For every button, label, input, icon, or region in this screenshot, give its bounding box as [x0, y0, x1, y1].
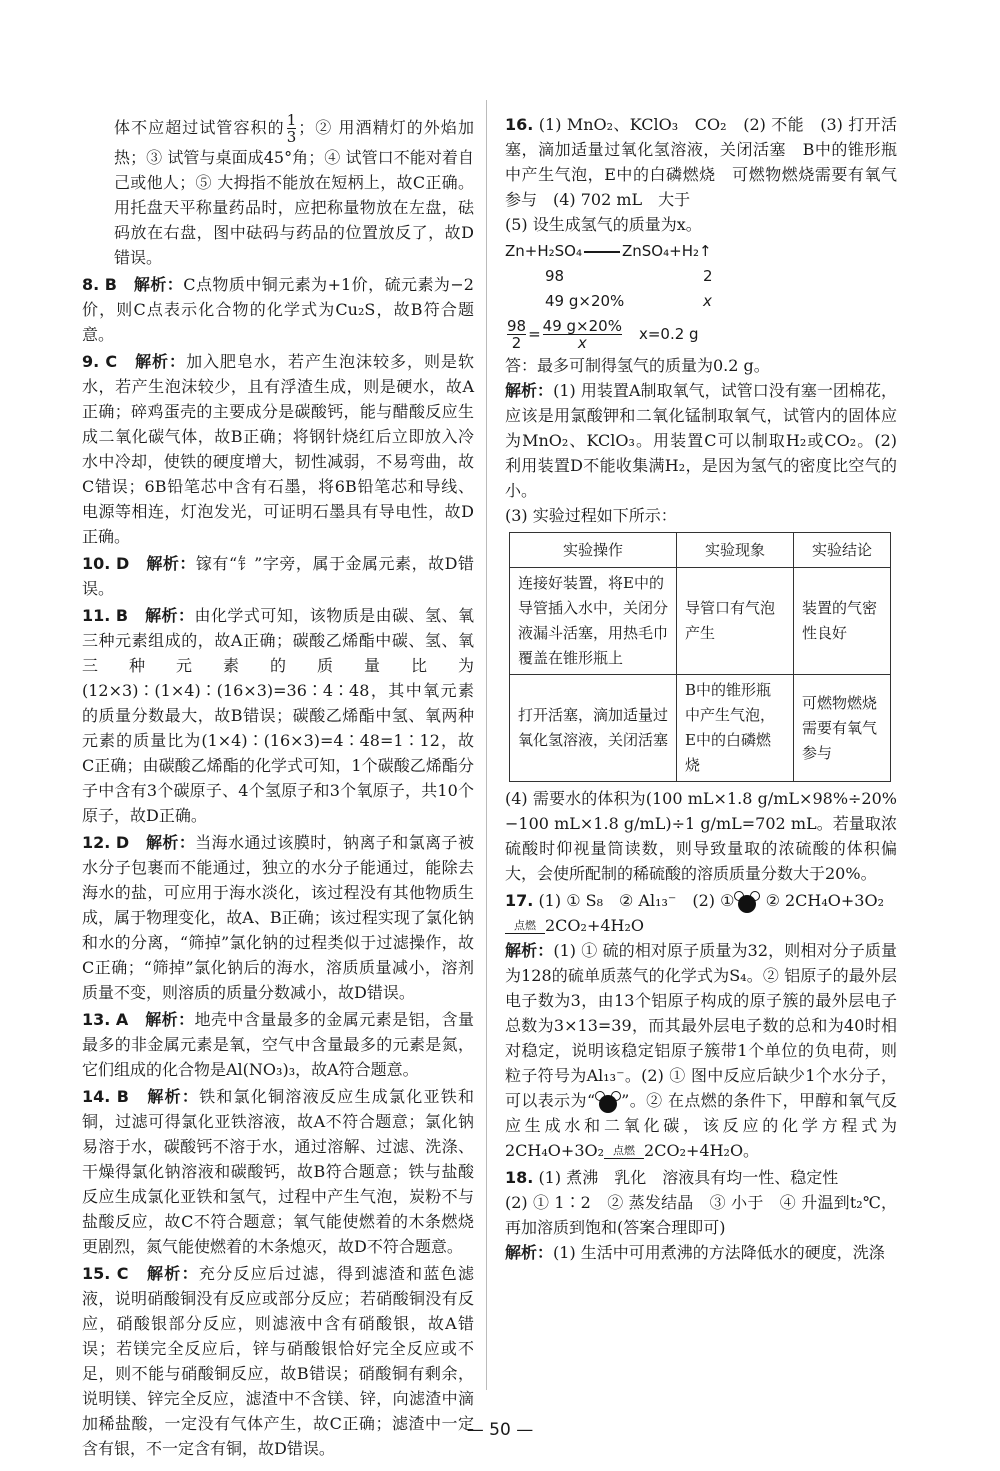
q7-text-a: 体不应超过试管容积的: [114, 118, 285, 137]
analysis-text: (1) ① 硫的相对原子质量为32，则相对分子质量为128的硫单质蒸气的化学式为S₄。② 铝原子的最外层电子数为3，由13个铝原子构成的原子簇的最外层电子总数为3×13=39，而其最外层电子数的总和为40时相对稳定，说明该稳定铝原子簇带1个单位的负电荷，则粒子符号为Al₁₃⁻。(2) ① 图中反应后缺少1个水分子，可以表示为“: [505, 941, 897, 1110]
question-number: 9.: [82, 352, 100, 371]
equation-row-1: [505, 264, 897, 289]
table-header: 实验现象: [677, 533, 794, 568]
analysis-text: (1) 用装置A制取氧气，试管口没有塞一团棉花，应该是用氯酸钾和二氧化锰制取氧气，试管内的固体应为MnO₂、KClO₃。用装置C可以制取H₂或CO₂。(2) 利用装置D不能收集满H₂，是因为氢气的密度比空气的小。: [505, 381, 897, 500]
fraction-denominator: 3: [286, 128, 297, 146]
mass-h2so4: 49 g×20%: [545, 292, 625, 310]
answer-letter: A: [115, 1010, 129, 1029]
analysis-text: 铁和氯化铜溶液反应生成氯化亚铁和铜，过滤可得氯化亚铁溶液，故A不符合题意；氯化钠易溶于水，碳酸钙不溶于水，通过溶解、过滤、洗涤、干燥得氯化钠溶液和碳酸钙，故B符合题意；铁与盐酸反应生成氯化亚铁和氢气，过程中产生气泡，炭粉不与盐酸反应，故C不符合题意；氧气能使燃着的木条燃烧更剧烈，氮气能使燃着的木条熄灭，故D不符合题意。: [82, 1087, 474, 1256]
analysis-text: 地壳中含量最多的金属元素是铝，含量最多的非金属元素是氧，空气中含量最多的元素是氮，它们组成的化合物是Al(NO₃)₃，故A符合题意。: [82, 1010, 474, 1079]
q16-analysis: [505, 378, 897, 503]
condition-label: 点燃: [613, 1143, 636, 1157]
fraction-one-third: [287, 112, 297, 145]
question-number: 17.: [505, 891, 534, 910]
reaction-condition: [604, 1145, 644, 1159]
question-8: [82, 272, 474, 347]
result: x=0.2 g: [638, 325, 699, 343]
equation-row-2: [505, 289, 897, 314]
answer-letter: B: [104, 275, 117, 294]
table-row: [510, 675, 891, 782]
column-divider: [486, 100, 487, 1390]
fraction-numerator: 49 g×20%: [542, 317, 622, 335]
answer-letter: C: [116, 1264, 129, 1283]
answer-text: ② 2CH₄O+3O₂: [765, 891, 885, 910]
water-molecule-icon: [595, 1091, 621, 1113]
analysis-label: 解析：: [147, 1087, 200, 1106]
question-number: 16.: [505, 115, 534, 134]
fraction-numerator: 98: [507, 317, 527, 335]
question-18: [505, 1165, 897, 1190]
condition-label: 点燃: [514, 918, 536, 932]
question-number: 10.: [82, 554, 111, 573]
answer-text: (5) 设生成氢气的质量为x。: [505, 215, 702, 234]
question-number: 18.: [505, 1168, 534, 1187]
question-number: 14.: [82, 1087, 111, 1106]
reaction-condition: [505, 920, 545, 934]
question-17: [505, 888, 897, 938]
table-header-row: [510, 533, 891, 568]
analysis-label: 解析：: [505, 1243, 554, 1262]
analysis-text: 由化学式可知，该物质是由碳、氢、氧三种元素组成的，故A正确；碳酸乙烯酯中碳、氢、氧三种元素的质量比为(12×3)∶(1×4)∶(16×3)=36∶4∶48，其中氧元素的质量分数最大，故B错误；碳酸乙烯酯中氢、氧两种元素的质量比为(1×4)∶(16×3)=4∶48=1∶12，故C正确；由碳酸乙烯酯的化学式可知，1个碳酸乙烯酯分子中含有3个碳原子、4个氢原子和3个氧原子，共10个原子，故D正确。: [82, 606, 474, 825]
left-column: [82, 112, 474, 1461]
answer-text: 答：最多可制得氢气的质量为0.2 g。: [505, 356, 770, 375]
answer-letter: B: [115, 606, 129, 625]
analysis-text: (1) 生活中可用煮沸的方法降低水的硬度，洗涤: [553, 1243, 885, 1262]
table-cell: 导管口有气泡产生: [677, 568, 794, 675]
q7-text-b: ；② 用酒精灯的外焰加热；: [114, 118, 474, 167]
q16-part4: [505, 786, 897, 886]
q7-text-c: ③ 试管与桌面成45°角；④ 试管口不能对着自己或他人；⑤ 大拇指不能放在短柄上，故C正确。用托盘天平称量药品时，应把称量物放在左盘，砝码放在右盘，图中砝码与药品的位置放反了，故D错误。: [114, 148, 474, 267]
answer-line: [505, 353, 897, 378]
question-12: [82, 830, 474, 1005]
right-column: [505, 112, 897, 1265]
table-row: [510, 568, 891, 675]
analysis-label: 解析：: [147, 1264, 199, 1283]
chemical-equation: [505, 239, 897, 264]
question-number: 13.: [82, 1010, 111, 1029]
q17-analysis: [505, 938, 897, 1163]
q16-part5: [505, 212, 897, 237]
analysis-label: 解析：: [135, 352, 187, 371]
table-header: 实验结论: [794, 533, 891, 568]
fraction-left: [507, 318, 526, 351]
question-number: 11.: [82, 606, 111, 625]
molar-mass-h2: 2: [703, 267, 713, 285]
analysis-text: (3) 实验过程如下所示：: [505, 506, 677, 525]
fraction-denominator: 2: [507, 334, 526, 351]
answer-text: (2) ① 1∶2 ② 蒸发结晶 ③ 小于 ④ 升温到t₂℃，再加溶质到饱和(答案合理即可): [505, 1193, 897, 1237]
question-9: [82, 349, 474, 549]
analysis-text: 加入肥皂水，若产生泡沫较多，则是软水，若产生泡沫较少，且有浮渣生成，则是硬水，故A正确；碎鸡蛋壳的主要成分是碳酸钙，能与醋酸反应生成二氧化碳气体，故B正确；将钢针烧红后立即放入冷水中冷却，使铁的硬度增大，韧性减弱，不易弯曲，故C错误；6B铅笔芯中含有石墨，将6B铅笔芯和导线、电源等相连，灯泡发光，可证明石墨具有导电性，故D正确。: [82, 352, 474, 546]
equation-rhs: ZnSO₄+H₂↑: [622, 242, 712, 260]
answer-letter: B: [116, 1087, 129, 1106]
page-number: — 50 —: [466, 1420, 534, 1440]
q18-part2: [505, 1190, 897, 1240]
analysis-label: 解析：: [145, 833, 196, 852]
equation-lhs: Zn+H₂SO₄: [505, 242, 582, 260]
question-number: 12.: [82, 833, 111, 852]
table-cell: 装置的气密性良好: [794, 568, 891, 675]
table-cell: 连接好装置，将E中的导管插入水中，关闭分液漏斗活塞，用热毛巾覆盖在锥形瓶上: [510, 568, 677, 675]
fraction-right: [543, 318, 622, 351]
question-10: [82, 551, 474, 601]
analysis-text: ”。② 在点燃的条件下，甲醇和氧气反应生成水和二氧化碳，该反应的化学方程式为2CH₄O+3O₂: [505, 1091, 897, 1160]
answer-letter: D: [115, 554, 130, 573]
q18-analysis: [505, 1240, 897, 1265]
analysis-text: 充分反应后过滤，得到滤渣和蓝色滤液，说明硝酸铜没有反应或部分反应；若硝酸铜没有反应，硝酸银部分反应，则滤液中含有硝酸银，故A错误；若镁完全反应后，锌与硝酸银恰好完全反应或不足，则不能与硝酸铜反应，故B错误；硝酸铜有剩余，说明镁、锌完全反应，滤渣中不含镁、锌，向滤渣中滴加稀盐酸，一定没有气体产生，故C正确；滤渣中一定含有银，不一定含有铜，故D错误。: [82, 1264, 474, 1458]
analysis-label: 解析：: [505, 941, 554, 960]
q7-continuation: [82, 112, 474, 270]
mass-h2: x: [703, 292, 712, 310]
fraction-numerator: 1: [286, 111, 297, 129]
proportion: $\frac{98}{2}$ = $\frac{49 g\times 20\%}{x}$ x=0.2 g: [507, 317, 699, 352]
analysis-text: 镓有“钅”字旁，属于金属元素，故D错误。: [82, 554, 474, 598]
analysis-text: (4) 需要水的体积为(100 mL×1.8 g/mL×98%÷20%−100 mL×1.8 g/mL)÷1 g/mL=702 mL。若量取浓硫酸时仰视量筒读数，则导致量取的浓硫酸的体积偏大，会使所配制的稀硫酸的溶质质量分数大于20%。: [505, 789, 897, 883]
answer-text: (1) 煮沸 乳化 溶液具有均一性、稳定性: [538, 1168, 839, 1187]
analysis-label: 解析：: [505, 381, 554, 400]
table-header: 实验操作: [510, 533, 677, 568]
equation-arrow: [584, 251, 620, 253]
q16-part3: [505, 503, 897, 528]
answer-text: (1) MnO₂、KClO₃ CO₂ (2) 不能 (3) 打开活塞，滴加适量过氧化氢溶液，关闭活塞 B中的锥形瓶中产生气泡，E中的白磷燃烧 可燃物燃烧需要有氧气参与 (4) 702 mL 大于: [505, 115, 897, 209]
question-16: [505, 112, 897, 212]
table-cell: 打开活塞，滴加适量过氧化氢溶液，关闭活塞: [510, 675, 677, 782]
answer-text: (1) ① S₈ ② Al₁₃⁻ (2) ①: [538, 891, 735, 910]
answer-letter: D: [115, 833, 130, 852]
molar-mass-h2so4: 98: [545, 267, 565, 285]
analysis-text: C点物质中铜元素为+1价，硫元素为−2价，则C点表示化合物的化学式为Cu₂S，故B符合题意。: [82, 275, 474, 344]
question-number: 8.: [82, 275, 100, 294]
water-molecule-icon: [734, 891, 760, 913]
analysis-label: 解析：: [133, 275, 184, 294]
experiment-table: [509, 532, 891, 782]
analysis-text: 当海水通过该膜时，钠离子和氯离子被水分子包裹而不能通过，独立的水分子能通过，能除去海水的盐，可应用于海水淡化，该过程没有其他物质生成，属于物理变化，故A、B正确；该过程实现了氯化钠和水的分离，“筛掉”氯化钠的过程类似于过滤操作，故C正确；“筛掉”氯化钠后的海水，溶质质量减小，溶剂质量不变，则溶质的质量分数减小，故D错误。: [82, 833, 474, 1002]
analysis-label: 解析：: [145, 606, 195, 625]
analysis-text: 2CO₂+4H₂O。: [644, 1141, 760, 1160]
analysis-label: 解析：: [145, 1010, 195, 1029]
question-number: 15.: [82, 1264, 111, 1283]
question-13: [82, 1007, 474, 1082]
answer-letter: C: [105, 352, 118, 371]
question-11: [82, 603, 474, 828]
analysis-label: 解析：: [146, 554, 196, 573]
table-cell: B中的锥形瓶中产生气泡，E中的白磷燃烧: [677, 675, 794, 782]
fraction-denominator: x: [543, 334, 622, 351]
answer-text: 2CO₂+4H₂O: [545, 916, 645, 935]
table-cell: 可燃物燃烧需要有氧气参与: [794, 675, 891, 782]
question-14: [82, 1084, 474, 1259]
